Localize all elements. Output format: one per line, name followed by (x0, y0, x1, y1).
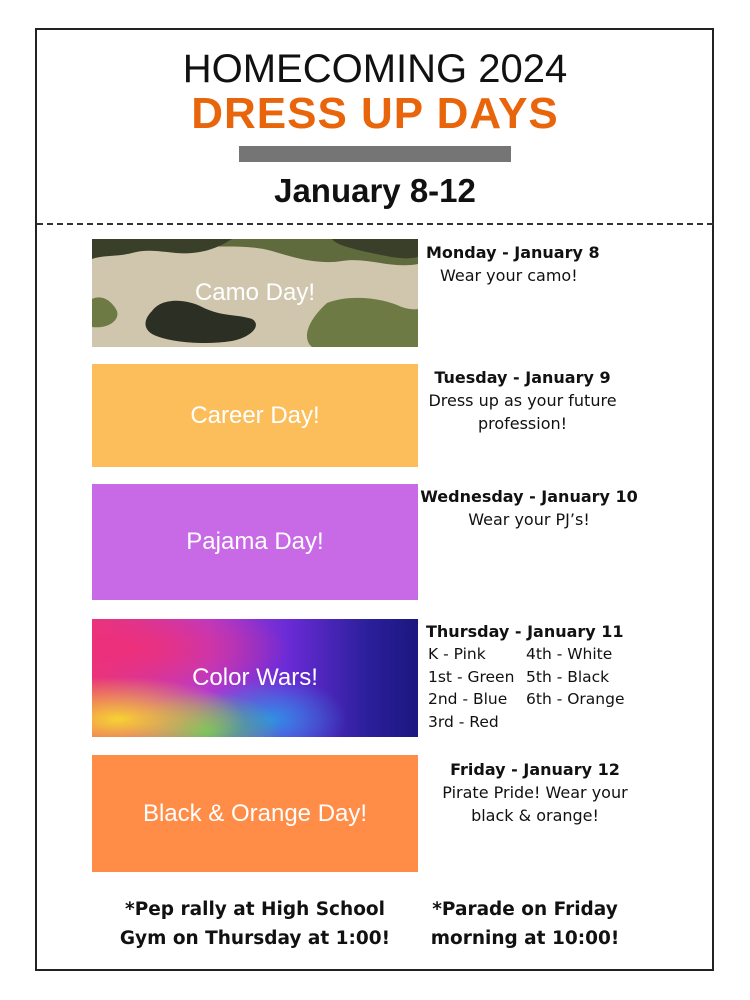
camo-day-label: Camo Day! (194, 279, 316, 306)
friday-description-line1: Pirate Pride! Wear your (442, 783, 628, 802)
black-orange-day-banner (92, 755, 418, 872)
career-day-banner (92, 364, 418, 467)
friday-info (425, 758, 645, 827)
monday-heading: Monday - January 8 (426, 243, 600, 262)
camo-day-banner (92, 239, 418, 347)
friday-description-line2: black & orange! (471, 806, 599, 825)
pep-rally-line1: *Pep rally at High School (125, 899, 385, 920)
grade-color-item: 3rd - Red (428, 712, 499, 731)
grade-color-item: 4th - White (526, 645, 613, 663)
pajama-day-label: Pajama Day! (186, 528, 324, 555)
pep-rally-note (110, 895, 400, 953)
grade-color-item (526, 711, 636, 734)
monday-description: Wear your camo! (439, 266, 578, 285)
parade-line1: *Parade on Friday (432, 899, 618, 920)
wednesday-description: Wear your PJ’s! (468, 510, 590, 529)
black-orange-day-label: Black & Orange Day! (142, 799, 368, 827)
tuesday-description-line2: profession! (477, 414, 568, 433)
grade-color-list (428, 643, 636, 733)
tuesday-heading: Tuesday - January 9 (434, 368, 611, 387)
grade-color-item: 5th - Black (526, 667, 610, 686)
parade-note (420, 895, 630, 953)
dashed-divider (37, 223, 713, 225)
thursday-heading: Thursday - January 11 (426, 622, 624, 641)
tuesday-info (420, 366, 625, 435)
grade-color-item: 1st - Green (428, 667, 515, 686)
wednesday-info (420, 485, 638, 531)
grade-color-item: K - Pink (428, 645, 486, 663)
flyer-subtitle: DRESS UP DAYS (191, 89, 559, 138)
color-wars-label: Color Wars! (192, 664, 318, 691)
parade-line2: morning at 10:00! (430, 928, 620, 949)
pep-rally-line2: Gym on Thursday at 1:00! (119, 928, 391, 949)
pajama-day-banner (92, 484, 418, 600)
color-wars-banner (92, 619, 418, 737)
date-range: January 8-12 (274, 172, 476, 209)
career-day-label: Career Day! (190, 401, 320, 429)
wednesday-heading: Wednesday - January 10 (420, 487, 638, 506)
grade-color-item: 6th - Orange (526, 690, 625, 708)
title-divider-bar (239, 146, 511, 162)
tuesday-description-line1: Dress up as your future (428, 391, 617, 410)
friday-heading: Friday - January 12 (450, 760, 620, 779)
grade-color-item: 2nd - Blue (428, 690, 508, 708)
flyer-title: HOMECOMING 2024 (182, 47, 568, 91)
thursday-info (426, 620, 636, 733)
monday-info (426, 241, 600, 287)
